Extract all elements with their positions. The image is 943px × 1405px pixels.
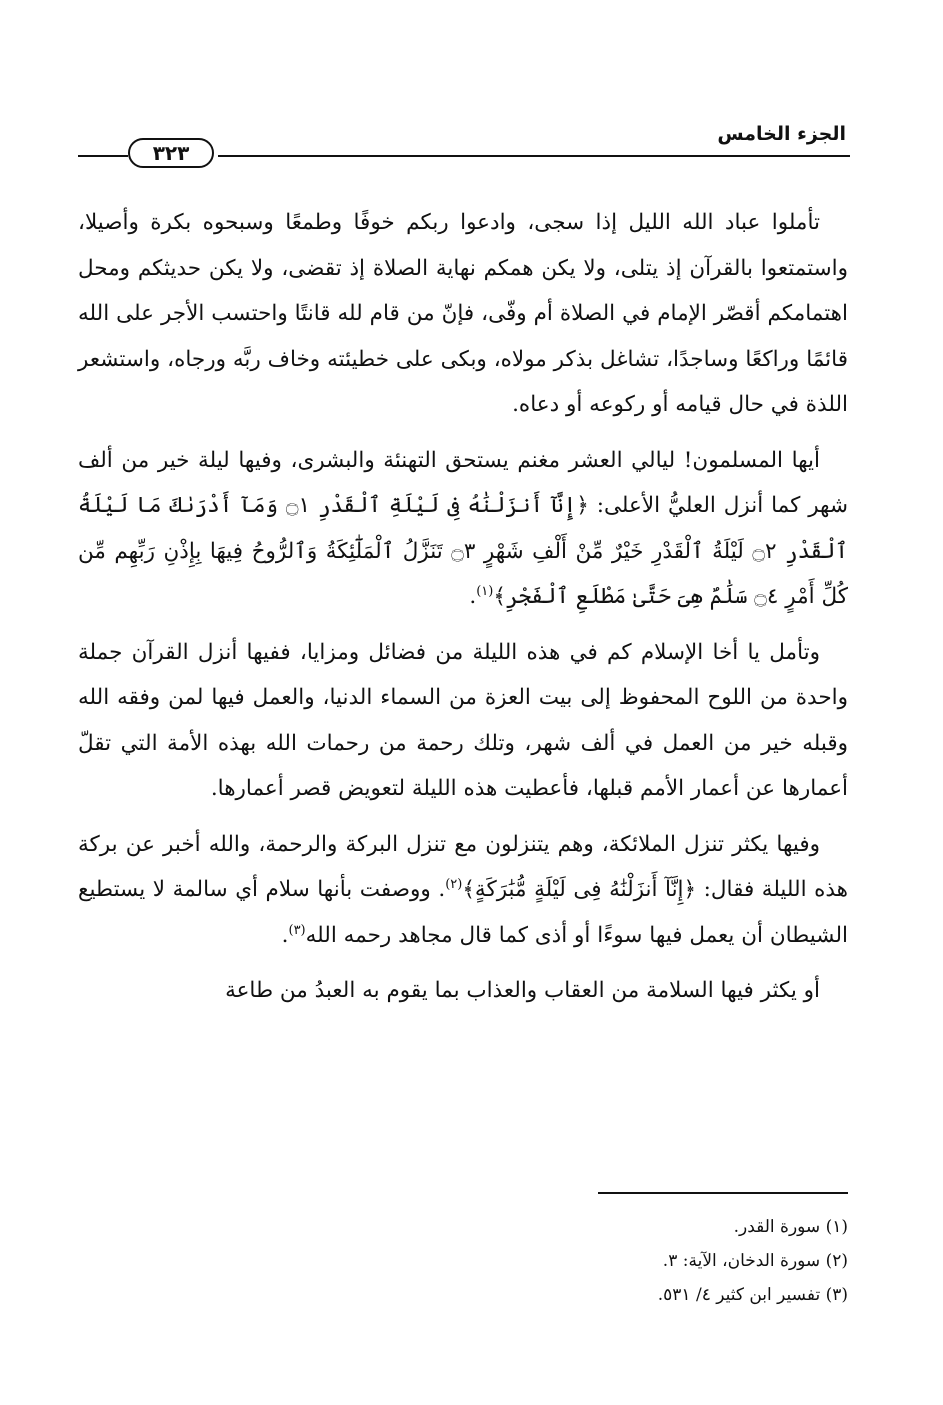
paragraph-tail: . ووصفت بأنها سلام أي سالمة لا يستطيع الشيطان أن يعمل فيها سوءًا أو أذى كما قال مجاهد رحمه الله <box>78 877 848 948</box>
page-header <box>78 122 850 172</box>
header-rule-left <box>78 155 128 157</box>
quran-verse: ﴿إِنَّآ أَنزَلْنَٰهُ فِى لَيْلَةٍ مُّبَٰرَكَةٍ﴾ <box>462 877 697 902</box>
footnotes <box>248 1210 848 1312</box>
quran-verse: ﴿إِنَّآ أَنزَلْنَٰهُ فِى لَيْلَةِ ٱلْقَدْرِ ۝١ وَمَآ أَدْرَىٰكَ مَا لَيْلَةُ ٱلْقَدْرِ ۝٢ لَيْلَةُ ٱلْقَدْرِ خَيْرٌ مِّنْ أَلْفِ شَهْرٍ ۝٣ تَنَزَّلُ ٱلْمَلَٰٓئِكَةُ وَٱلرُّوحُ فِيهَا بِإِذْنِ رَبِّهِم مِّن كُلِّ أَمْرٍ ۝٤ سَلَٰمٌ هِىَ حَتَّىٰ مَطْلَعِ ٱلْفَجْرِ﴾ <box>78 493 848 609</box>
paragraph-tail: . <box>469 584 477 609</box>
paragraph-text: تأملوا عباد الله الليل إذا سجى، وادعوا ربكم خوفًا وطمعًا وسبحوه بكرة وأصيلا، واستمتعوا بالقرآن إذ يتلى، ولا يكن همكم نهاية الصلاة إذ تقضى، ولا يكن حديثكم ومحل اهتمامكم أقصّر الإمام في الصلاة أم وفّى، فإنّ من قام لله قانتًا واحتسب الأجر على الله قائمًا وراكعًا وساجدًا، تشاغل بذكر مولاه، وبكى على خطيئته وخاف ربَّه ورجاه، واستشعر اللذة في حال قيامه أو ركوعه أو دعاه. <box>78 210 848 417</box>
footnote-ref-2[interactable]: (٢) <box>445 876 463 892</box>
paragraph-text: أيها المسلمون! ليالي العشر مغنم يستحق التهنئة والبشرى، وفيها ليلة خير من ألف شهر كما أنزل العليُّ الأعلى: <box>78 447 848 518</box>
footnote-2: (٢) سورة الدخان، الآية: ٣. <box>662 1251 848 1271</box>
footnote-separator <box>598 1192 848 1194</box>
footnote-1: (١) سورة القدر. <box>733 1217 848 1237</box>
paragraph-text: وفيها يكثر تنزل الملائكة، وهم يتنزلون مع تنزل البركة والرحمة، والله أخبر عن بركة هذه الليلة فقال: <box>78 831 849 902</box>
paragraph-text: أو يكثر فيها السلامة من العقاب والعذاب بما يقوم به العبدُ من طاعة <box>225 978 820 1003</box>
footnote-ref-1[interactable]: (١) <box>476 583 494 599</box>
paragraph-4 <box>78 822 848 959</box>
footnote-ref-3[interactable]: (٣) <box>288 922 306 938</box>
page-number: ٣٢٣ <box>128 138 214 168</box>
header-rule <box>218 155 850 157</box>
paragraph-2 <box>78 438 848 620</box>
main-text <box>78 200 848 1024</box>
running-title: الجزء الخامس <box>717 123 846 145</box>
paragraph-text: وتأمل يا أخا الإسلام كم في هذه الليلة من فضائل ومزايا، ففيها أنزل القرآن جملة واحدة من اللوح المحفوظ إلى بيت العزة من السماء الدنيا، والعمل فيها لمن وفقه الله وقبله خير من العمل في ألف شهر، وتلك رحمة من رحمات الله بهذه الأمة التي تقلّ أعمارها عن أعمار الأمم قبلها، فأعطيت هذه الليلة لتعويض قصر أعمارها. <box>78 639 848 801</box>
paragraph-tail-2: . <box>281 922 289 948</box>
paragraph-1 <box>78 200 848 428</box>
footnote-3: (٣) تفسير ابن كثير ٤/ ٥٣١. <box>657 1285 848 1305</box>
paragraph-5 <box>78 968 848 1014</box>
paragraph-3 <box>78 630 848 812</box>
